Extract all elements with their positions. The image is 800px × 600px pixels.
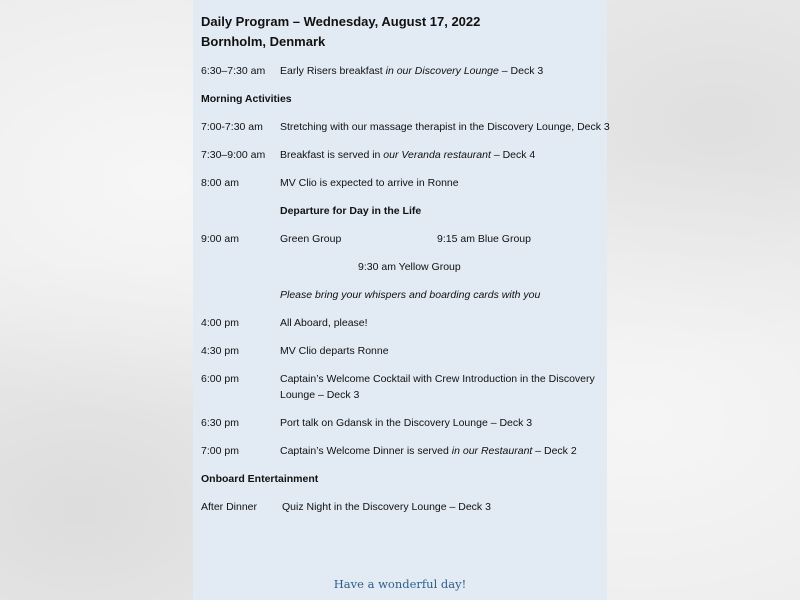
footer-greeting: Have a wonderful day!: [333, 577, 467, 591]
event-description: MV Clio is expected to arrive in Ronne: [280, 177, 459, 189]
time-label: 7:00 pm: [201, 445, 239, 457]
event-description: Stretching with our massage therapist in the Discovery Lounge, Deck 3: [280, 121, 610, 133]
time-label: 4:00 pm: [201, 317, 239, 329]
time-label: 9:00 am: [201, 233, 239, 245]
time-label: 6:00 pm: [201, 373, 239, 385]
event-description: Breakfast is served in our Veranda restaurant – Deck 4: [280, 149, 536, 161]
program-location: Bornholm, Denmark: [201, 34, 326, 49]
time-label: After Dinner: [201, 501, 258, 513]
event-description: MV Clio departs Ronne: [280, 345, 389, 357]
time-label: 7:30–9:00 am: [201, 149, 266, 161]
section-heading-entertainment: Onboard Entertainment: [201, 473, 319, 485]
event-description: Captain’s Welcome Cocktail with Crew Introduction in the Discovery: [280, 373, 595, 385]
event-description: Lounge – Deck 3: [280, 389, 360, 401]
event-description: Quiz Night in the Discovery Lounge – Deck 3: [282, 501, 491, 513]
time-label: 4:30 pm: [201, 345, 239, 357]
subheading-departure: Departure for Day in the Life: [280, 205, 422, 217]
program-note: Please bring your whispers and boarding cards with you: [280, 289, 541, 301]
event-description: Port talk on Gdansk in the Discovery Lounge – Deck 3: [280, 417, 533, 429]
event-description: Captain’s Welcome Dinner is served in our Restaurant – Deck 2: [280, 445, 577, 457]
time-label: 6:30–7:30 am: [201, 65, 266, 77]
event-description: 9:30 am Yellow Group: [358, 261, 461, 273]
time-label: 7:00-7:30 am: [201, 121, 263, 133]
time-label: 6:30 pm: [201, 417, 239, 429]
event-description: Green Group: [280, 233, 342, 245]
program-title: Daily Program – Wednesday, August 17, 2022: [201, 14, 481, 29]
daily-program-page: [193, 0, 610, 600]
time-label: 8:00 am: [201, 177, 239, 189]
event-description: Early Risers breakfast in our Discovery Lounge – Deck 3: [280, 65, 544, 77]
section-heading-morning: Morning Activities: [201, 93, 292, 105]
event-description: All Aboard, please!: [280, 317, 368, 329]
event-description: 9:15 am Blue Group: [437, 233, 531, 245]
